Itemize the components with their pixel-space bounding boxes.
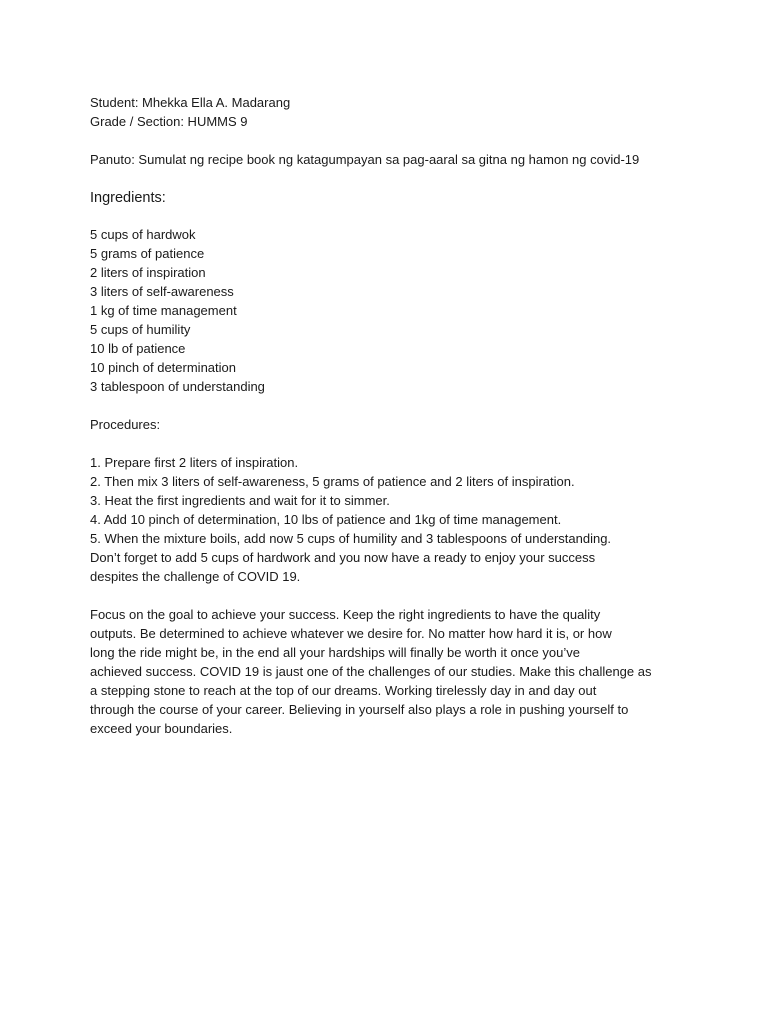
procedures-list bbox=[90, 453, 690, 586]
procedure-step: 5. When the mixture boils, add now 5 cups of humility and 3 tablespoons of understanding. bbox=[90, 531, 612, 546]
procedure-step: 4. Add 10 pinch of determination, 10 lbs of patience and 1kg of time management. bbox=[90, 512, 562, 527]
list-item: 1 kg of time management bbox=[90, 303, 237, 318]
paragraph-line: through the course of your career. Believing in yourself also plays a role in pushing yourself to bbox=[90, 702, 629, 717]
instruction-line: Panuto: Sumulat ng recipe book ng katagumpayan sa pag-aaral sa gitna ng hamon ng covid-19 bbox=[90, 152, 640, 167]
procedure-step: Don’t forget to add 5 cups of hardwork and you now have a ready to enjoy your success bbox=[90, 550, 596, 565]
list-item: 5 cups of hardwok bbox=[90, 227, 196, 242]
list-item: 2 liters of inspiration bbox=[90, 265, 206, 280]
instruction-text bbox=[90, 150, 690, 169]
closing-paragraph bbox=[90, 605, 690, 738]
paragraph-line: achieved success. COVID 19 is jaust one of the challenges of our studies. Make this challenge as bbox=[90, 664, 652, 679]
grade-section: Grade / Section: HUMMS 9 bbox=[90, 114, 248, 129]
procedure-step: 2. Then mix 3 liters of self-awareness, 5 grams of patience and 2 liters of inspiration. bbox=[90, 474, 575, 489]
procedures-heading-text: Procedures: bbox=[90, 417, 161, 432]
ingredients-heading bbox=[90, 186, 690, 210]
document-body bbox=[90, 93, 690, 738]
list-item: 5 cups of humility bbox=[90, 322, 191, 337]
paragraph-line: Focus on the goal to achieve your success. Keep the right ingredients to have the quality bbox=[90, 607, 601, 622]
list-item: 3 tablespoon of understanding bbox=[90, 379, 265, 394]
paragraph-line: long the ride might be, in the end all your hardships will finally be worth it once you’ve bbox=[90, 645, 580, 660]
ingredients-heading-text: Ingredients bbox=[90, 190, 162, 206]
student-info bbox=[90, 93, 690, 131]
procedure-step: despites the challenge of COVID 19. bbox=[90, 569, 301, 584]
ingredients-list bbox=[90, 225, 690, 396]
procedure-step: 1. Prepare first 2 liters of inspiration. bbox=[90, 455, 299, 470]
paragraph-line: exceed your boundaries. bbox=[90, 721, 233, 736]
list-item: 10 pinch of determination bbox=[90, 360, 236, 375]
list-item: 10 lb of patience bbox=[90, 341, 186, 356]
procedures-heading bbox=[90, 415, 690, 434]
paragraph-line: outputs. Be determined to achieve whatever we desire for. No matter how hard it is, or how bbox=[90, 626, 612, 641]
ingredients-heading-colon: : bbox=[161, 190, 166, 206]
list-item: 5 grams of patience bbox=[90, 246, 205, 261]
paragraph-line: a stepping stone to reach at the top of our dreams. Working tirelessly day in and day out bbox=[90, 683, 597, 698]
procedure-step: 3. Heat the first ingredients and wait for it to simmer. bbox=[90, 493, 390, 508]
student-name: Student: Mhekka Ella A. Madarang bbox=[90, 95, 291, 110]
list-item: 3 liters of self-awareness bbox=[90, 284, 234, 299]
